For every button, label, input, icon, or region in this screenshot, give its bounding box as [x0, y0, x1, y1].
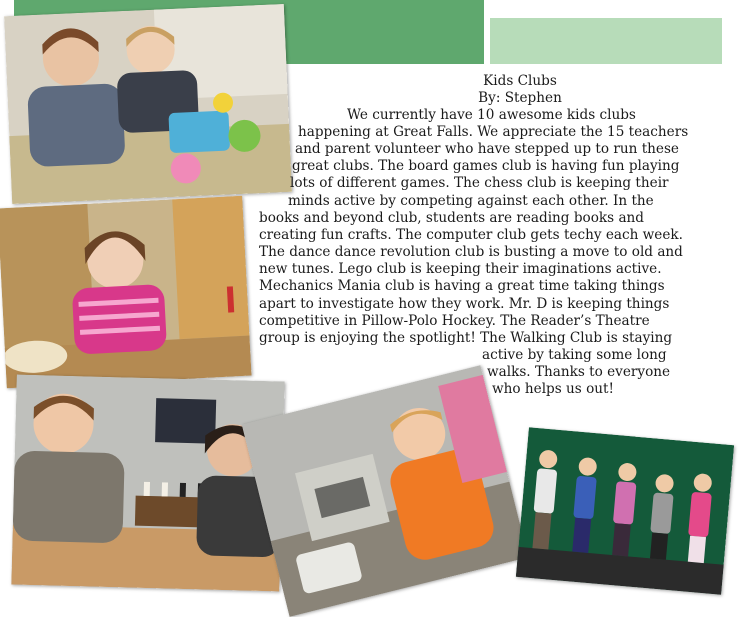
article-line: Mechanics Mania club is having a great time taking things	[259, 278, 665, 294]
article-line: The dance dance revolution club is busting a move to old and	[259, 244, 683, 260]
article-line: and parent volunteer who have stepped up to run these	[295, 141, 679, 157]
article-line: apart to investigate how they work. Mr. D is keeping things	[259, 296, 670, 312]
article-line: active by taking some long	[482, 347, 667, 363]
article-line: happening at Great Falls. We appreciate the 15 teachers	[298, 124, 689, 140]
mechanics-club-photo	[242, 365, 529, 617]
article-line: competitive in Pillow-Polo Hockey. The Reader’s Theatre	[259, 313, 650, 329]
readers-theatre-photo	[516, 427, 734, 594]
article-line: We currently have 10 awesome kids clubs	[347, 107, 636, 123]
article-line: great clubs. The board games club is having fun playing	[292, 158, 680, 174]
article-line: group is enjoying the spotlight! The Walking Club is staying	[259, 330, 673, 346]
article-line: who helps us out!	[492, 381, 614, 397]
board-games-photo	[4, 4, 292, 204]
article-line: creating fun crafts. The computer club gets techy each week.	[259, 227, 683, 243]
article-line: minds active by competing against each other. In the	[288, 193, 654, 209]
books-crafts-photo	[0, 196, 252, 389]
article-line: new tunes. Lego club is keeping their imaginations active.	[259, 261, 662, 277]
header-band-light	[490, 18, 722, 64]
article-line: lots of different games. The chess club is keeping their	[290, 175, 669, 191]
article-line: books and beyond club, students are reading books and	[259, 210, 644, 226]
chess-club-photo	[11, 375, 284, 592]
article-byline: By: Stephen	[478, 90, 562, 106]
article-line: walks. Thanks to everyone	[487, 364, 671, 380]
article-title: Kids Clubs	[483, 73, 557, 89]
